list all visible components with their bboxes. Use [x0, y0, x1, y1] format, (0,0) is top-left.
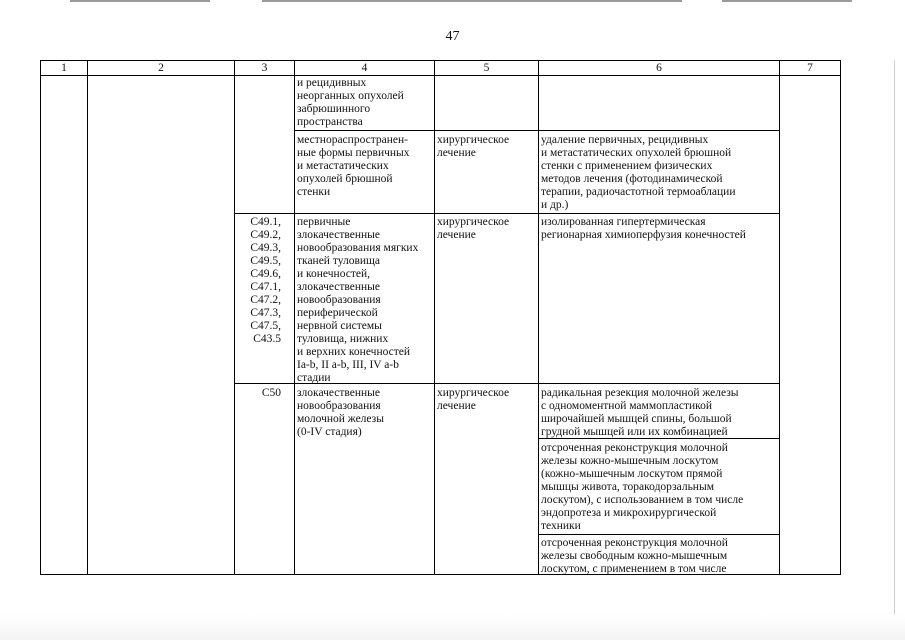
- cell-treatment-type: хирургическое лечение: [437, 134, 510, 159]
- column-header-5: 5: [483, 62, 490, 74]
- header-divider: [41, 75, 840, 76]
- column-header-7: 7: [807, 62, 813, 74]
- scan-bottom-shade: [0, 614, 905, 640]
- column-divider: [434, 61, 435, 574]
- document-table: [40, 60, 841, 575]
- column-divider: [538, 61, 539, 574]
- page-number: 47: [445, 29, 460, 44]
- column-divider: [294, 61, 295, 574]
- sub-row-divider: [538, 534, 780, 535]
- row-divider: [294, 130, 780, 131]
- column-header-3: 3: [261, 62, 268, 74]
- cell-treatment-method: удаление первичных, рецидивных и метастатических опухолей брюшной стенки с применением физических методов лечения (фотодинамической терапии, радиочастотной термоаблации и др.): [541, 134, 736, 211]
- cell-treatment-method: радикальная резекция молочной железы с одномоментной маммопластикой широчайшей мышцей спины, большой грудной мышцей или их комбинацией: [541, 387, 739, 438]
- column-header-4: 4: [361, 62, 368, 74]
- cell-diagnosis: первичные злокачественные новообразования мягких тканей туловища и конечностей, злокачественные новообразования периферической нервной системы туловища, нижних и верхних конечностей Ia-b, II a-b, III, IV a-b стадии: [297, 216, 419, 384]
- cell-treatment-method: отсроченная реконструкция молочной железы свободным кожно-мышечным лоскутом, с применением в том числе: [541, 537, 728, 575]
- scan-top-line-1: [70, 0, 210, 2]
- cell-treatment-type: хирургическое лечение: [437, 216, 510, 241]
- column-header-6: 6: [656, 62, 662, 74]
- scan-top-line-2: [262, 0, 682, 2]
- cell-diagnosis: злокачественные новообразования молочной железы (0-IV стадия): [297, 387, 384, 438]
- cell-icd-codes: C49.1, C49.2, C49.3, C49.5, C49.6, C47.1, C47.2, C47.3, C47.5, C43.5: [250, 216, 281, 345]
- column-header-1: 1: [61, 62, 67, 74]
- cell-treatment-type: хирургическое лечение: [437, 387, 510, 412]
- column-header-2: 2: [158, 62, 164, 74]
- cell-treatment-method: отсроченная реконструкция молочной железы кожно-мышечным лоскутом (кожно-мышечным лоскутом прямой мышцы живота, торакодорзальным лоскутом), с использованием в том числе эндопротеза и микрохирургической техники: [541, 442, 744, 532]
- scan-edge: [894, 60, 895, 640]
- column-divider: [87, 61, 88, 574]
- cell-icd-codes: C50: [261, 387, 281, 399]
- scan-top-line-3: [722, 0, 852, 2]
- column-divider: [779, 61, 780, 574]
- cell-treatment-method: изолированная гипертермическая регионарная химиоперфузия конечностей: [541, 216, 746, 241]
- cell-diagnosis: и рецидивных неорганных опухолей забрюшинного пространства: [297, 77, 404, 128]
- row-divider: [234, 213, 780, 214]
- cell-diagnosis: местнораспространен- ные формы первичных и метастатических опухолей брюшной стенки: [297, 134, 410, 198]
